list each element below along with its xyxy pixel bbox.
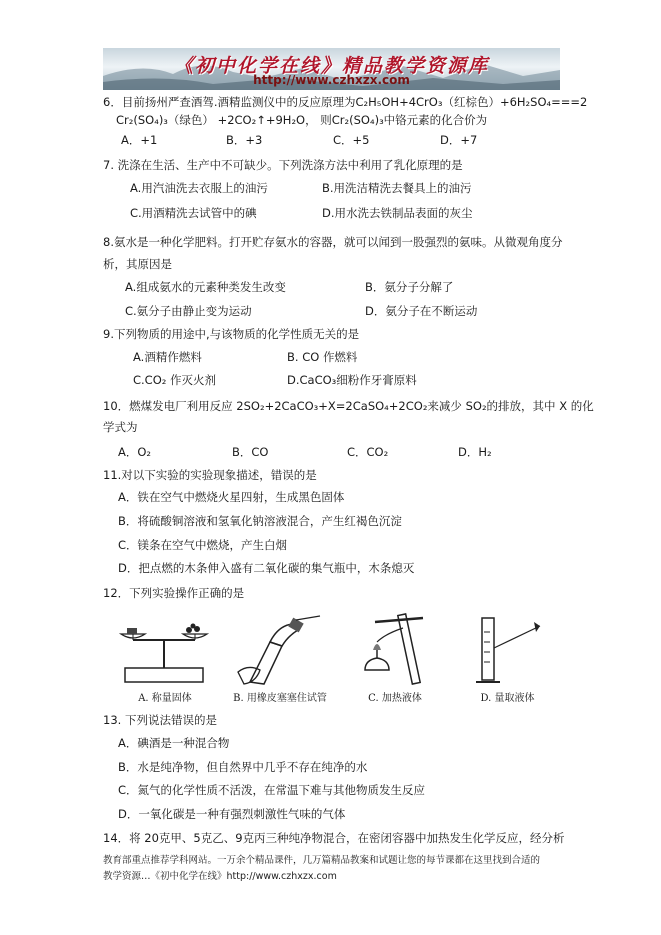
q6-option-b: B．+3 bbox=[226, 133, 263, 147]
graduated-cylinder-icon bbox=[460, 612, 555, 688]
q9-option-a: A.酒精作燃料 bbox=[133, 350, 202, 364]
q6-option-a: A．+1 bbox=[121, 133, 158, 147]
figure-d bbox=[460, 612, 555, 704]
q8-option-b: B．氨分子分解了 bbox=[365, 280, 454, 294]
q13-stem: 13. 下列说法错误的是 bbox=[103, 713, 217, 727]
q12-figures bbox=[115, 612, 555, 704]
figure-b bbox=[230, 612, 330, 704]
q10-option-c: C．CO₂ bbox=[347, 445, 389, 459]
q10-line1: 10．燃煤发电厂利用反应 2SO₂+2CaCO₃+X=2CaSO₄+2CO₂来减少 SO₂的排放，其中 X 的化 bbox=[103, 399, 594, 413]
q6-line1: 6．目前扬州严查酒驾.酒精监测仪中的反应原理为C₂H₅OH+4CrO₃（红棕色）+6H₂SO₄===2 bbox=[103, 95, 588, 109]
header-banner bbox=[103, 48, 560, 90]
q10-option-a: A．O₂ bbox=[118, 445, 152, 459]
q13-option-c: C．氮气的化学性质不活泼，在常温下难与其他物质发生反应 bbox=[118, 783, 426, 797]
q8-line1: 8.氨水是一种化学肥料。打开贮存氨水的容器，就可以闻到一股强烈的氨味。从微观角度分 bbox=[103, 235, 563, 249]
banner-url[interactable]: http://www.czhxzx.com bbox=[253, 73, 410, 87]
q11-option-c: C．镁条在空气中燃烧，产生白烟 bbox=[118, 538, 288, 552]
q6-option-d: D．+7 bbox=[440, 133, 478, 147]
q12-stem: 12．下列实验操作正确的是 bbox=[103, 586, 245, 600]
q13-option-a: A．碘酒是一种混合物 bbox=[118, 736, 230, 750]
q7-option-a: A.用汽油洗去衣服上的油污 bbox=[130, 181, 268, 195]
q11-stem: 11.对以下实验的实验现象描述，错误的是 bbox=[103, 468, 317, 482]
q9-stem: 9.下列物质的用途中,与该物质的化学性质无关的是 bbox=[103, 327, 360, 341]
alcohol-lamp-heating-icon bbox=[345, 612, 445, 688]
q7-option-c: C.用酒精洗去试管中的碘 bbox=[130, 206, 257, 220]
q7-stem: 7. 洗涤在生活、生产中不可缺少。下列洗涤方法中利用了乳化原理的是 bbox=[103, 158, 463, 172]
footer-line1: 教育部重点推荐学科网站。一万余个精品课件，几万篇精品教案和试题让您的每节课都在这里找到合适的 bbox=[103, 855, 541, 866]
figure-c bbox=[345, 612, 445, 704]
q10-option-d: D．H₂ bbox=[458, 445, 492, 459]
q7-option-b: B.用洗洁精洗去餐具上的油污 bbox=[322, 181, 472, 195]
q8-option-d: D．氨分子在不断运动 bbox=[365, 304, 478, 318]
q8-line2: 析，其原因是 bbox=[103, 257, 172, 271]
q10-line2: 学式为 bbox=[103, 420, 138, 434]
test-tube-stopper-icon bbox=[230, 612, 330, 688]
balance-scale-icon bbox=[115, 612, 215, 688]
q9-option-c: C.CO₂ 作灭火剂 bbox=[133, 373, 217, 387]
caption-a: A. 称量固体 bbox=[138, 693, 192, 704]
caption-b: B. 用橡皮塞塞住试管 bbox=[233, 693, 327, 704]
q6-option-c: C．+5 bbox=[333, 133, 370, 147]
q11-option-d: D．把点燃的木条伸入盛有二氧化碳的集气瓶中，木条熄灭 bbox=[118, 561, 415, 575]
q14-stem: 14．将 20克甲、5克乙、9克丙三种纯净物混合，在密闭容器中加热发生化学反应，经分析 bbox=[103, 831, 565, 845]
banner-title: 《初中化学在线》精品教学资源库 bbox=[173, 55, 489, 77]
caption-c: C. 加热液体 bbox=[368, 693, 422, 704]
q9-option-d: D.CaCO₃细粉作牙膏原料 bbox=[287, 373, 417, 387]
q9-option-b: B. CO 作燃料 bbox=[287, 350, 358, 364]
q10-option-b: B．CO bbox=[232, 445, 269, 459]
figure-a bbox=[115, 612, 215, 704]
q8-option-c: C.氨分子由静止变为运动 bbox=[125, 304, 252, 318]
q8-option-a: A.组成氨水的元素种类发生改变 bbox=[125, 280, 286, 294]
q11-option-b: B．将硫酸铜溶液和氢氧化钠溶液混合，产生红褐色沉淀 bbox=[118, 514, 402, 528]
q13-option-d: D．一氧化碳是一种有强烈刺激性气味的气体 bbox=[118, 807, 346, 821]
q11-option-a: A．铁在空气中燃烧火星四射，生成黑色固体 bbox=[118, 490, 345, 504]
footer-line2: 教学资源…《初中化学在线》http://www.czhxzx.com bbox=[103, 871, 337, 882]
q6-line2: Cr₂(SO₄)₃（绿色） +2CO₂↑+9H₂O， 则Cr₂(SO₄)₃中铬元素的化合价为 bbox=[116, 113, 488, 127]
q7-option-d: D.用水洗去铁制品表面的灰尘 bbox=[322, 206, 473, 220]
q13-option-b: B．水是纯净物，但自然界中几乎不存在纯净的水 bbox=[118, 760, 368, 774]
caption-d: D. 量取液体 bbox=[480, 693, 535, 704]
